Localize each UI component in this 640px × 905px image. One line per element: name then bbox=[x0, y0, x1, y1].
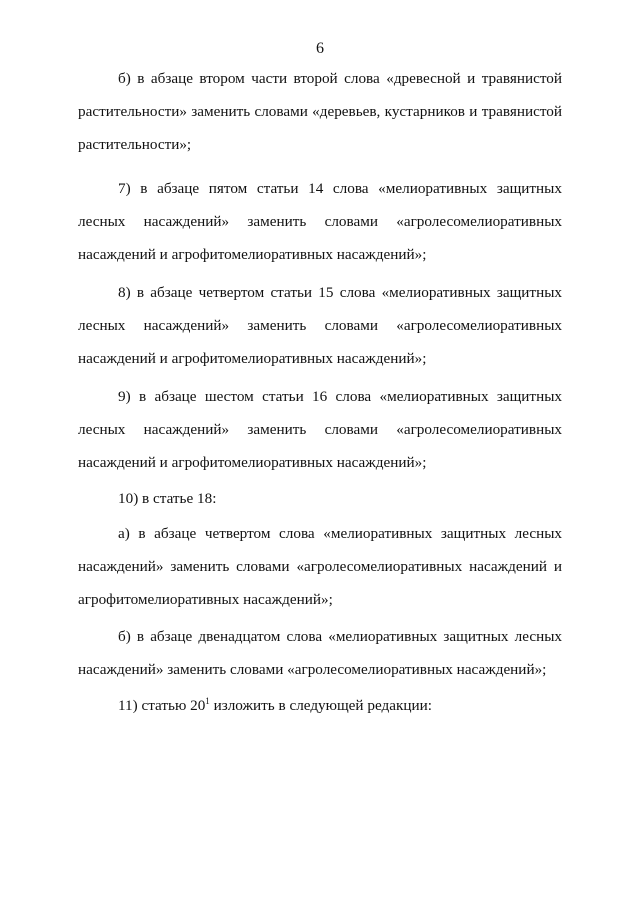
paragraph-item-8: 8) в абзаце четвертом статьи 15 слова «мелиоративных защитных лесных насаждений» заменить словами «агролесомелиоративных насаждений и агрофитомелиоративных насаждений»; bbox=[78, 284, 562, 367]
item-11-text-start: 11) статью 20 bbox=[118, 697, 206, 714]
paragraph-subitem-a: а) в абзаце четвертом слова «мелиоративных защитных лесных насаждений» заменить словами «агролесомелиоративных насаждений и агрофитомелиоративных насаждений»; bbox=[78, 525, 562, 608]
paragraph-item-7: 7) в абзаце пятом статьи 14 слова «мелиоративных защитных лесных насаждений» заменить словами «агролесомелиоративных насаждений и агрофитомелиоративных насаждений»; bbox=[78, 180, 562, 263]
paragraph-item-11 bbox=[78, 689, 562, 722]
paragraph-item-9: 9) в абзаце шестом статьи 16 слова «мелиоративных защитных лесных насаждений» заменить словами «агролесомелиоративных насаждений и агрофитомелиоративных насаждений»; bbox=[78, 388, 562, 471]
paragraph-subitem-b: б) в абзаце двенадцатом слова «мелиоративных защитных лесных насаждений» заменить словами «агролесомелиоративных насаждений»; bbox=[78, 628, 562, 678]
item-11-text-end: изложить в следующей редакции: bbox=[209, 697, 432, 714]
paragraph-b-item: б) в абзаце втором части второй слова «древесной и травянистой растительности» заменить словами «деревьев, кустарников и травянистой растительности»; bbox=[78, 70, 562, 153]
page-number: 6 bbox=[316, 40, 324, 57]
item-11-superscript: 1 bbox=[205, 696, 210, 706]
paragraph-item-10: 10) в статье 18: bbox=[118, 490, 217, 507]
